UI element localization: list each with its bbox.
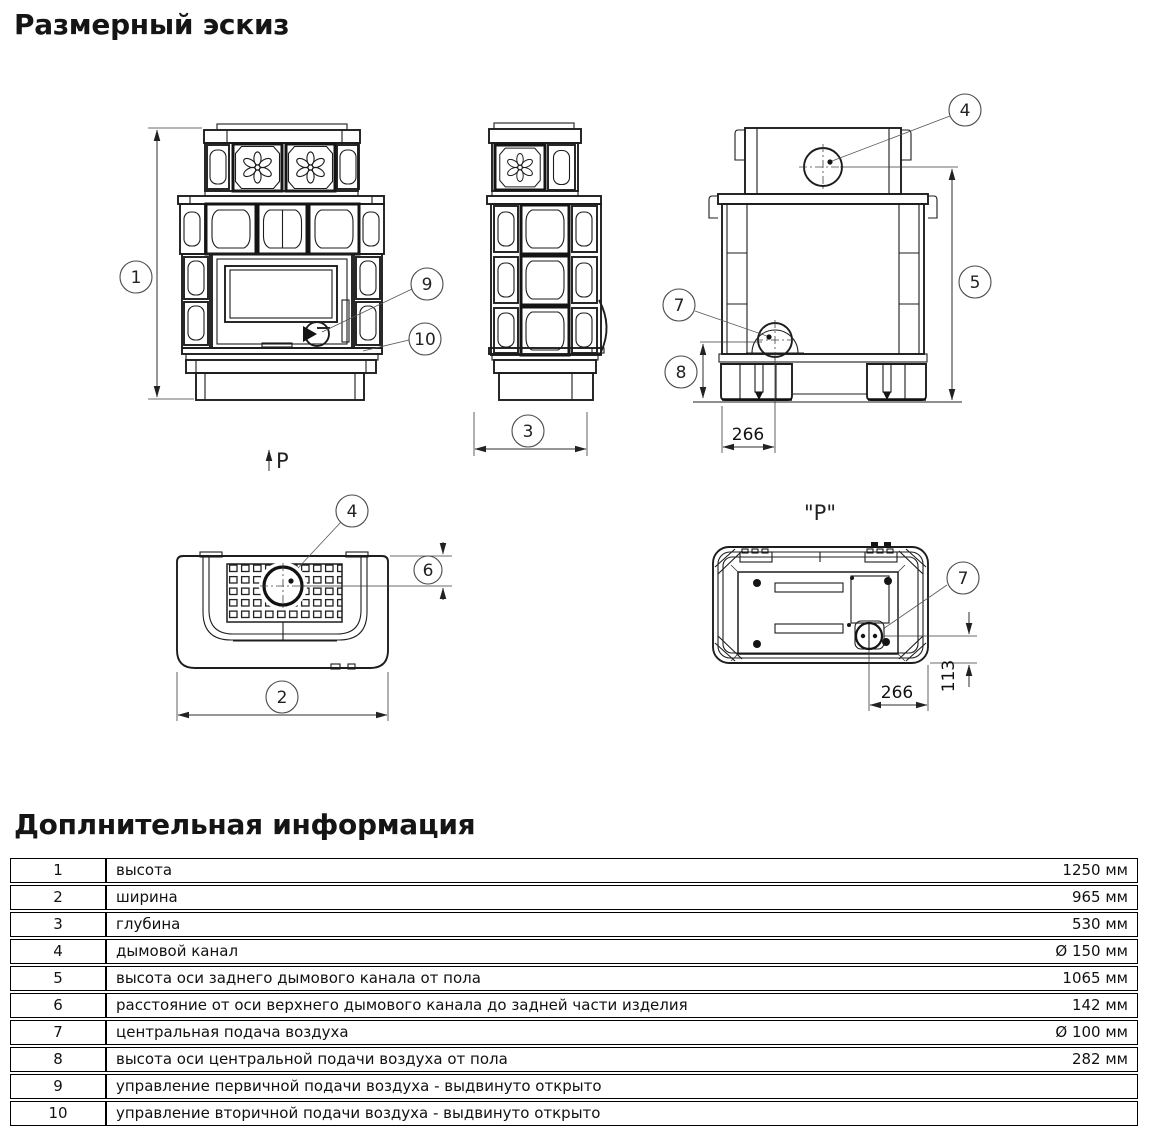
row-label: ширина xyxy=(116,888,178,906)
svg-text:7: 7 xyxy=(673,296,685,316)
callout-8 xyxy=(665,356,697,388)
info-section-title: Доплнительная информация xyxy=(14,808,476,841)
row-label: глубина xyxy=(116,915,181,933)
row-number: 2 xyxy=(10,885,106,910)
callout-4-back xyxy=(949,94,981,126)
row-label: управление вторичной подачи воздуха - выдвинуто открыто xyxy=(116,1104,601,1122)
svg-text:10: 10 xyxy=(414,330,436,350)
svg-text:6: 6 xyxy=(422,561,434,581)
row-number: 9 xyxy=(10,1074,106,1099)
svg-text:1: 1 xyxy=(130,268,142,288)
row-number: 4 xyxy=(10,939,106,964)
table-row xyxy=(10,858,1138,883)
row-number: 6 xyxy=(10,993,106,1018)
page-title: Размерный эскиз xyxy=(14,8,290,41)
callout-2 xyxy=(266,681,298,713)
top-view xyxy=(177,495,452,721)
row-value: 142 мм xyxy=(1071,996,1128,1014)
table-row xyxy=(10,966,1138,991)
row-number: 5 xyxy=(10,966,106,991)
table-row xyxy=(10,939,1138,964)
row-label: высота оси заднего дымового канала от пола xyxy=(116,969,481,987)
front-view xyxy=(120,124,443,473)
row-number: 7 xyxy=(10,1020,106,1045)
callout-7-bottom xyxy=(947,562,979,594)
row-value: Ø 100 мм xyxy=(1055,1023,1128,1041)
table-row xyxy=(10,1074,1138,1099)
svg-text:8: 8 xyxy=(675,363,687,383)
svg-text:4: 4 xyxy=(346,502,358,522)
row-number: 10 xyxy=(10,1101,106,1126)
row-value: 1250 мм xyxy=(1062,861,1128,879)
row-value: Ø 150 мм xyxy=(1055,942,1128,960)
svg-text:2: 2 xyxy=(276,688,288,708)
dim-266-bottom: 266 xyxy=(880,683,914,703)
row-value: 530 мм xyxy=(1071,915,1128,933)
svg-text:4: 4 xyxy=(959,101,971,121)
bottom-view-p xyxy=(713,501,979,711)
callout-7-back xyxy=(663,289,695,321)
callout-10 xyxy=(409,323,441,355)
row-number: 3 xyxy=(10,912,106,937)
row-number: 1 xyxy=(10,858,106,883)
table-row xyxy=(10,1047,1138,1072)
callout-4-top xyxy=(336,495,368,527)
dim-113: 113 xyxy=(939,659,959,693)
row-number: 8 xyxy=(10,1047,106,1072)
callout-9 xyxy=(411,268,443,300)
row-label: дымовой канал xyxy=(116,942,239,960)
table-row xyxy=(10,885,1138,910)
table-row xyxy=(10,993,1138,1018)
side-view xyxy=(474,123,607,456)
row-label: расстояние от оси верхнего дымового канала до задней части изделия xyxy=(116,996,688,1014)
spec-table xyxy=(10,856,1138,1128)
row-label: высота оси центральной подачи воздуха от пола xyxy=(116,1050,508,1068)
table-row xyxy=(10,1101,1138,1126)
svg-text:5: 5 xyxy=(969,273,981,293)
row-value: 282 мм xyxy=(1071,1050,1128,1068)
svg-text:9: 9 xyxy=(421,275,433,295)
dim-266-back: 266 xyxy=(731,425,765,445)
callout-1 xyxy=(120,261,152,293)
row-value: 1065 мм xyxy=(1062,969,1128,987)
table-row xyxy=(10,912,1138,937)
callout-5 xyxy=(959,266,991,298)
svg-text:7: 7 xyxy=(957,569,969,589)
callout-3 xyxy=(512,415,544,447)
p-view-title: "P" xyxy=(804,501,836,525)
back-view xyxy=(663,94,991,453)
svg-text:3: 3 xyxy=(522,422,534,442)
row-label: высота xyxy=(116,861,173,879)
callout-6 xyxy=(414,556,442,584)
p-arrow-label: P xyxy=(276,449,289,473)
table-row xyxy=(10,1020,1138,1045)
row-label: центральная подача воздуха xyxy=(116,1023,349,1041)
row-label: управление первичной подачи воздуха - выдвинуто открыто xyxy=(116,1077,602,1095)
row-value: 965 мм xyxy=(1071,888,1128,906)
